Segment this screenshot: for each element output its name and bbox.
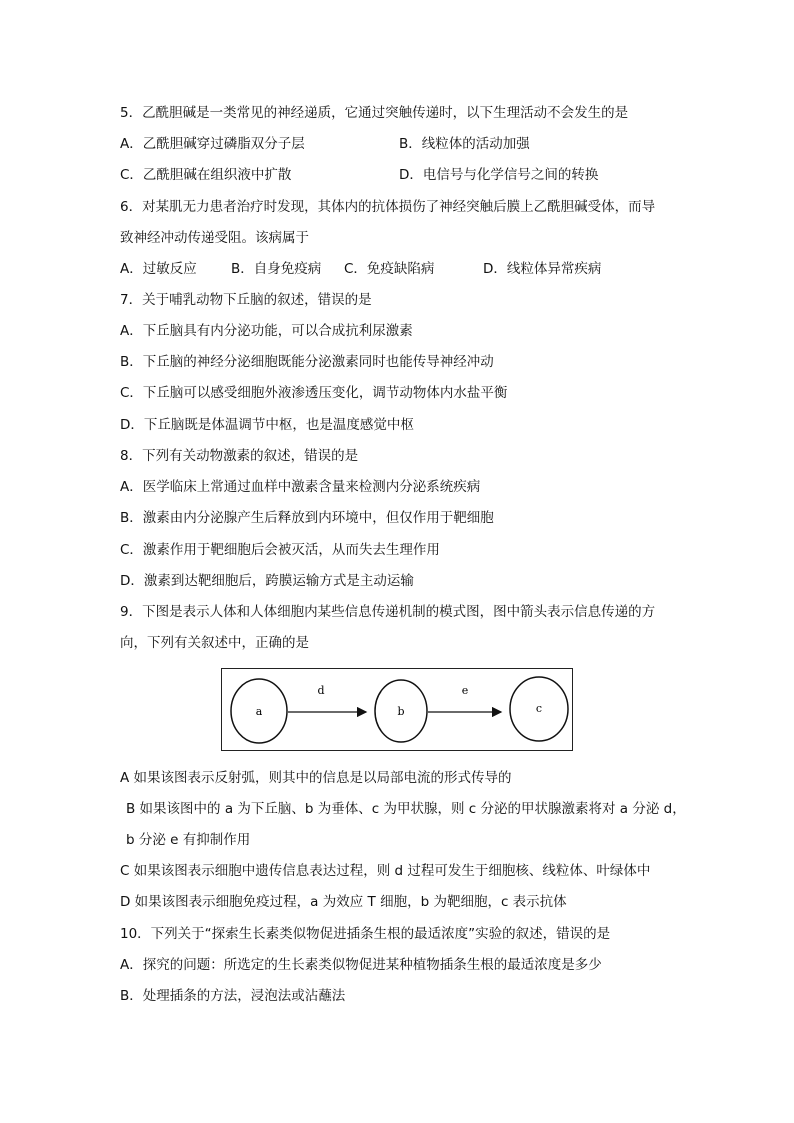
q7-option-d: D．下丘脑既是体温调节中枢，也是温度感觉中枢 [120,417,414,433]
q9-option-a: A 如果该图表示反射弧，则其中的信息是以局部电流的形式传导的 [120,770,512,786]
q5-option-d: D．电信号与化学信号之间的转换 [399,167,599,183]
q5-option-a: A．乙酰胆碱穿过磷脂双分子层 [120,136,305,152]
node-c-label: c [535,702,543,715]
q9-option-d: D 如果该图表示细胞免疫过程，a 为效应 T 细胞，b 为靶细胞，c 表示抗体 [120,894,567,910]
q6-option-a: A．过敏反应 [120,261,197,277]
q6-option-c: C．免疫缺陷病 [344,261,435,277]
q7-option-a: A．下丘脑具有内分泌功能，可以合成抗利尿激素 [120,323,413,339]
q9-flow-diagram [221,668,573,751]
q9-option-b-line2: b 分泌 e 有抑制作用 [126,832,251,848]
q7-option-b: B．下丘脑的神经分泌细胞既能分泌激素同时也能传导神经冲动 [120,354,494,370]
q8-option-c: C．激素作用于靶细胞后会被灭活，从而失去生理作用 [120,542,440,558]
node-b-label: b [397,705,405,718]
q6-option-d: D．线粒体异常疾病 [483,261,602,277]
arrow-e-label: e [461,684,469,697]
q8-option-d: D．激素到达靶细胞后，跨膜运输方式是主动运输 [120,573,414,589]
node-a-label: a [255,705,263,718]
q9-stem-line2: 向，下列有关叙述中，正确的是 [120,635,309,651]
q10-stem: 10．下列关于“探索生长素类似物促进插条生根的最适浓度”实验的叙述，错误的是 [120,926,611,942]
arrow-d-label: d [317,684,325,697]
q9-stem-line1: 9．下图是表示人体和人体细胞内某些信息传递机制的模式图，图中箭头表示信息传递的方 [120,604,656,620]
q8-option-b: B．激素由内分泌腺产生后释放到内环境中，但仅作用于靶细胞 [120,510,494,526]
q5-stem: 5．乙酰胆碱是一类常见的神经递质，它通过突触传递时，以下生理活动不会发生的是 [120,105,629,121]
q10-option-a: A．探究的问题：所选定的生长素类似物促进某种植物插条生根的最适浓度是多少 [120,957,602,973]
q9-option-c: C 如果该图表示细胞中遗传信息表达过程，则 d 过程可发生于细胞核、线粒体、叶绿体中 [120,863,651,879]
q7-option-c: C．下丘脑可以感受细胞外液渗透压变化，调节动物体内水盐平衡 [120,385,508,401]
q6-option-b: B．自身免疫病 [231,261,322,277]
q10-option-b: B．处理插条的方法，浸泡法或沾蘸法 [120,988,346,1004]
q9-option-b-line1: B 如果该图中的 a 为下丘脑、b 为垂体、c 为甲状腺，则 c 分泌的甲状腺激素将对 a 分泌 d， [126,801,686,817]
q5-option-b: B．线粒体的活动加强 [399,136,530,152]
q8-stem: 8．下列有关动物激素的叙述，错误的是 [120,448,359,464]
q8-option-a: A．医学临床上常通过血样中激素含量来检测内分泌系统疾病 [120,479,481,495]
q7-stem: 7．关于哺乳动物下丘脑的叙述，错误的是 [120,292,372,308]
q6-stem-line1: 6．对某肌无力患者治疗时发现，其体内的抗体损伤了神经突触后膜上乙酰胆碱受体，而导 [120,199,656,215]
q6-stem-line2: 致神经冲动传递受阻。该病属于 [120,230,309,246]
q5-option-c: C．乙酰胆碱在组织液中扩散 [120,167,292,183]
